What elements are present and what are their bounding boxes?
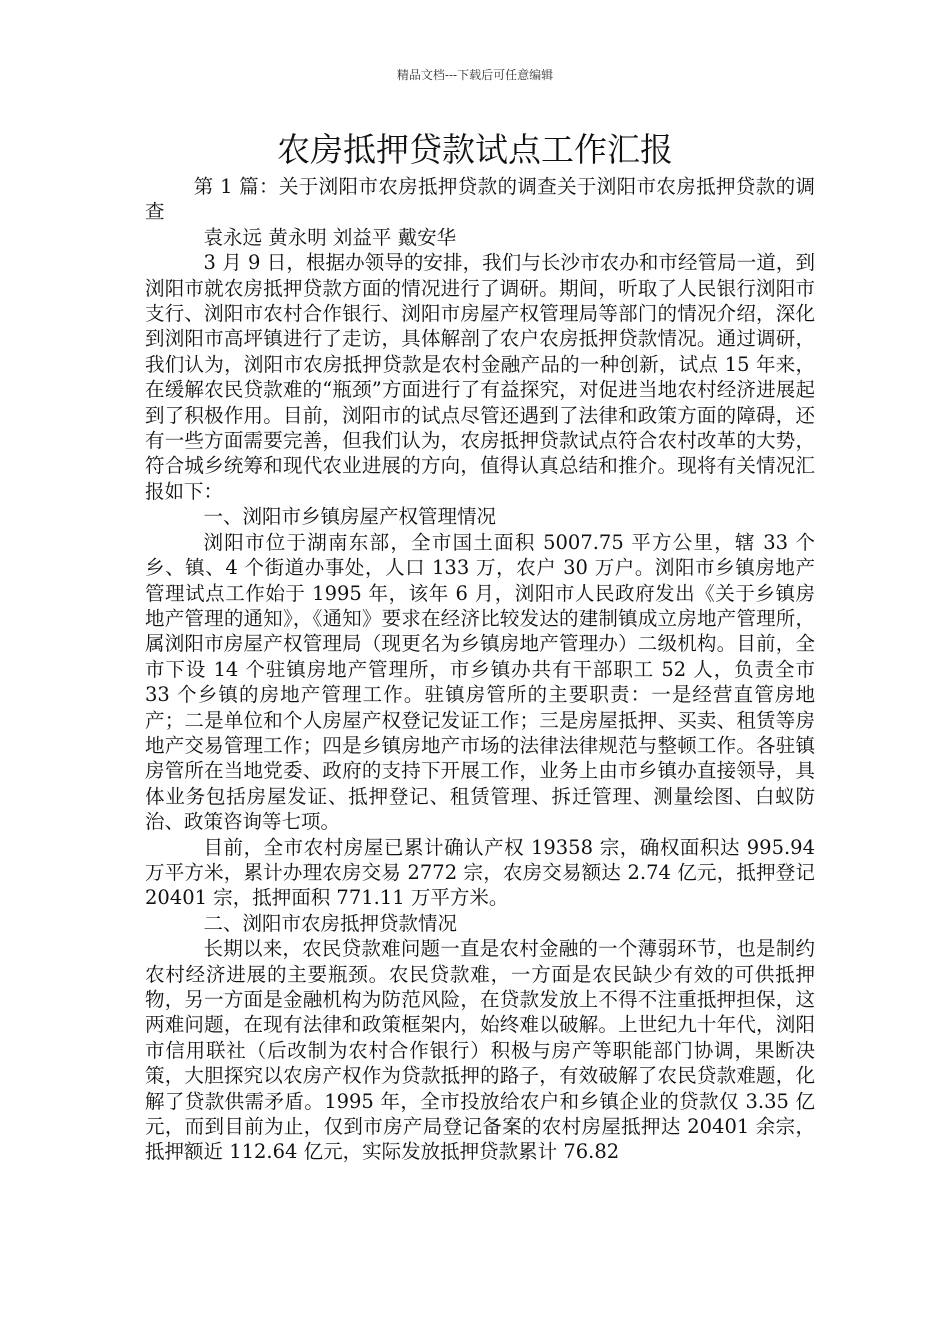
section-heading-1: 一、浏阳市乡镇房屋产权管理情况	[203, 505, 497, 529]
paragraph-section-2: 长期以来，农民贷款难问题一直是农村金融的一个薄弱环节，也是制约农村经济进展的主要瓶颈。农民贷款难，一方面是农民缺少有效的可供抵押物，另一方面是金融机构为防范风险，在贷款发放上不得不注重抵押担保，这两难问题，在现有法律和政策框架内，始终难以破解。上世纪九十年代，浏阳市信用联社（后改制为农村合作银行）积极与房产等职能部门协调，果断决策，大胆探究以农房产权作为贷款抵押的路子，有效破解了农民贷款难题，化解了贷款供需矛盾。1995 年，全市投放给农户和乡镇企业的贷款仅 3.35 亿元，而到目前为止，仅到市房产局登记备案的农村房屋抵押达 20401 余宗，抵押额近 112.64 亿元，实际发放抵押贷款累计 76.82	[145, 937, 815, 1164]
author-line: 袁永远 黄永明 刘益平 戴安华	[203, 225, 457, 249]
document-title: 农房抵押贷款试点工作汇报	[277, 130, 673, 169]
section-heading-2: 二、浏阳市农房抵押贷款情况	[203, 911, 458, 935]
paragraph-intro: 3 月 9 日，根据办领导的安排，我们与长沙市农办和市经管局一道，到浏阳市就农房抵押贷款方面的情况进行了调研。期间，听取了人民银行浏阳市支行、浏阳市农村合作银行、浏阳市房屋产权管理局等部门的情况介绍，深化到浏阳市高坪镇进行了走访，具体解剖了农户农房抵押贷款情况。通过调研，我们认为，浏阳市农房抵押贷款是农村金融产品的一种创新，试点 15 年来，在缓解农民贷款难的“瓶颈”方面进行了有益探究，对促进当地农村经济进展起到了积极作用。目前，浏阳市的试点尽管还遇到了法律和政策方面的障碍，还有一些方面需要完善，但我们认为，农房抵押贷款试点符合农村改革的大势，符合城乡统筹和现代农业进展的方向，值得认真总结和推介。现将有关情况汇报如下：	[145, 251, 815, 503]
header-note: 精品文档---下载后可任意编辑	[396, 68, 554, 82]
document-body	[145, 174, 815, 1165]
section-heading-part1: 第 1 篇：关于浏阳市农房抵押贷款的调查关于浏阳市农房抵押贷款的调查	[145, 175, 815, 224]
paragraph-section-1: 浏阳市位于湖南东部，全市国土面积 5007.75 平方公里，辖 33 个乡、镇、4 个街道办事处，人口 133 万，农户 30 万户。浏阳市乡镇房地产管理试点工作始于 1995 年，该年 6 月，浏阳市人民政府发出《关于乡镇房地产管理的通知》，《通知》要求在经济比较发达的建制镇成立房地产管理所，属浏阳市房屋产权管理局（现更名为乡镇房地产管理办）二级机构。目前，全市下设 14 个驻镇房地产管理所，市乡镇办共有干部职工 52 人，负责全市 33 个乡镇的房地产管理工作。驻镇房管所的主要职责：一是经营直管房地产；二是单位和个人房屋产权登记发证工作；三是房屋抵押、买卖、租赁等房地产交易管理工作；四是乡镇房地产市场的法律法律规范与整顿工作。各驻镇房管所在当地党委、政府的支持下开展工作，业务上由市乡镇办直接领导，具体业务包括房屋发证、抵押登记、租赁管理、拆迁管理、测量绘图、白蚁防治、政策咨询等七项。	[145, 530, 815, 834]
paragraph-section-1-stats: 目前，全市农村房屋已累计确认产权 19358 宗，确权面积达 995.94 万平方米，累计办理农房交易 2772 宗，农房交易额达 2.74 亿元，抵押登记 20401 宗，抵押面积 771.11 万平方米。	[145, 835, 815, 910]
